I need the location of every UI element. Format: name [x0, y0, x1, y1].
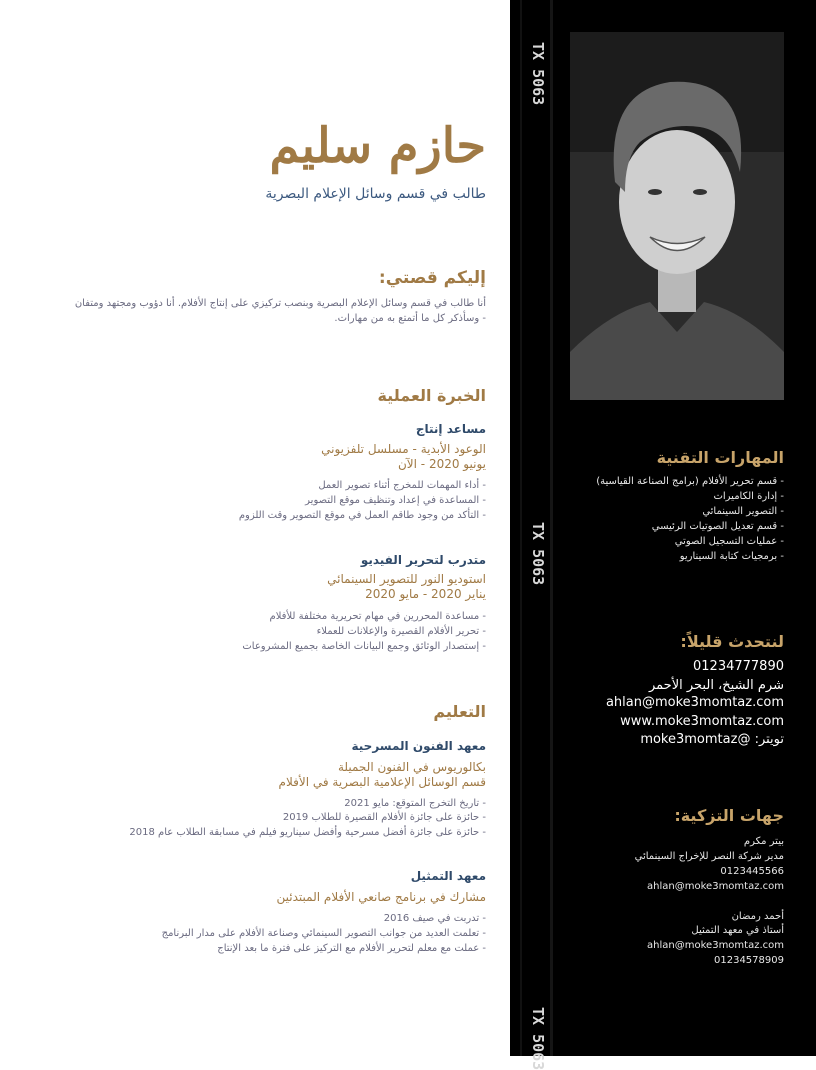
education-title: التعليم [433, 702, 486, 721]
job-title: متدرب لتحرير الفيديو [360, 553, 486, 567]
contact-email[interactable]: ahlan@moke3momtaz.com [605, 695, 784, 710]
candidate-name: حازم سليم [269, 118, 486, 174]
school-bullet: - عملت مع معلم لتحرير الأفلام مع التركيز على فترة ما بعد الإنتاج [217, 943, 486, 954]
experience-title: الخبرة العملية [377, 386, 486, 405]
job-bullet: - التأكد من وجود طاقم العمل في موقع التصوير وقت اللزوم [238, 510, 486, 521]
reference-name: بيتر مكرم [743, 836, 784, 847]
reference-phone: 01234578909 [714, 955, 784, 966]
school-bullet: - تعلمت العديد من جوانب التصوير السينمائي وصناعة الأفلام على مدار البرنامج [161, 928, 486, 939]
film-mark: TX 5063 [529, 522, 547, 586]
references-title: جهات التزكية: [674, 806, 784, 825]
school-bullet: - حائزة على جائزة الأفلام القصيرة للطلاب 2019 [282, 812, 486, 823]
film-mark: TX 5063 [529, 1007, 547, 1070]
skill-item: - قسم تحرير الأفلام (برامج الصناعة القياسية) [596, 476, 784, 487]
candidate-subtitle: طالب في قسم وسائل الإعلام البصرية [265, 186, 486, 202]
skill-item: - برمجيات كتابة السيناريو [679, 551, 784, 562]
job-bullet: - أداء المهمات للمخرج أثناء تصوير العمل [318, 480, 486, 491]
school-program: مشارك في برنامج صانعي الأفلام المبتدئين [276, 890, 486, 904]
school-bullet: - تاريخ التخرج المتوقع: مايو 2021 [344, 798, 486, 809]
contact-website[interactable]: www.moke3momtaz.com [620, 714, 784, 729]
job-dates: يونيو 2020 - الآن [397, 457, 486, 471]
about-title: إليكم قصتي: [378, 268, 486, 288]
portrait-illustration [570, 32, 784, 400]
job-dates: يناير 2020 - مايو 2020 [365, 587, 486, 601]
job-title: مساعد إنتاج [415, 422, 486, 436]
skill-item: - عمليات التسجيل الصوتي [674, 536, 784, 547]
film-strip [510, 0, 568, 1070]
reference-phone: 0123445566 [720, 866, 784, 877]
school-degree: بكالوريوس في الفنون الجميلة [337, 760, 486, 774]
job-bullet: - إستصدار الوثائق وجمع البيانات الخاصة بجميع المشروعات [242, 641, 486, 652]
school-title: معهد التمثيل [410, 869, 486, 883]
contact-title: لنتحدث قليلاً: [680, 632, 784, 651]
job-bullet: - تحرير الأفلام القصيرة والإعلانات للعملاء [316, 626, 486, 637]
job-org: الوعود الأبدية - مسلسل تلفزيوني [321, 442, 486, 456]
reference-email[interactable]: ahlan@moke3momtaz.com [647, 940, 784, 951]
skill-item: - إدارة الكاميرات [713, 491, 784, 502]
about-line: أنا طالب في قسم وسائل الإعلام البصرية وبنصب تركيزي على إنتاج الأفلام. أنا دؤوب ومجتهد ومتفان [74, 298, 486, 309]
skill-item: - قسم تعديل الصوتيات الرئيسي [651, 521, 784, 532]
film-mark: TX 5063 [529, 42, 547, 106]
reference-email[interactable]: ahlan@moke3momtaz.com [647, 881, 784, 892]
skill-item: - التصوير السينمائي [702, 506, 784, 517]
school-degree: قسم الوسائل الإعلامية البصرية في الأفلام [278, 775, 486, 789]
school-bullet: - تدربت في صيف 2016 [383, 913, 486, 924]
about-line: - وسأذكر كل ما أتمتع به من مهارات. [334, 313, 486, 324]
profile-photo [570, 32, 784, 400]
contact-location: شرم الشيخ، البحر الأحمر [648, 678, 784, 693]
school-title: معهد الفنون المسرحية [351, 739, 486, 753]
film-line [550, 0, 553, 1056]
contact-phone: 01234777890 [693, 659, 784, 674]
job-bullet: - مساعدة المحررين في مهام تحريرية مختلفة للأفلام [269, 611, 486, 622]
job-org: استوديو النور للتصوير السينمائي [327, 572, 486, 586]
school-bullet: - حائزة على جائزة أفضل مسرحية وأفضل سيناريو فيلم في مسابقة الطلاب عام 2018 [129, 827, 486, 838]
job-bullet: - المساعدة في إعداد وتنظيف موقع التصوير [305, 495, 486, 506]
reference-name: أحمد رمضان [731, 911, 784, 922]
contact-twitter[interactable]: تويتر: @moke3momtaz [640, 732, 784, 747]
skills-title: المهارات التقنية [656, 448, 784, 467]
reference-role: أستاذ في معهد التمثيل [691, 925, 784, 936]
film-line [520, 0, 522, 1056]
reference-role: مدير شركة النصر للإخراج السينمائي [634, 851, 784, 862]
